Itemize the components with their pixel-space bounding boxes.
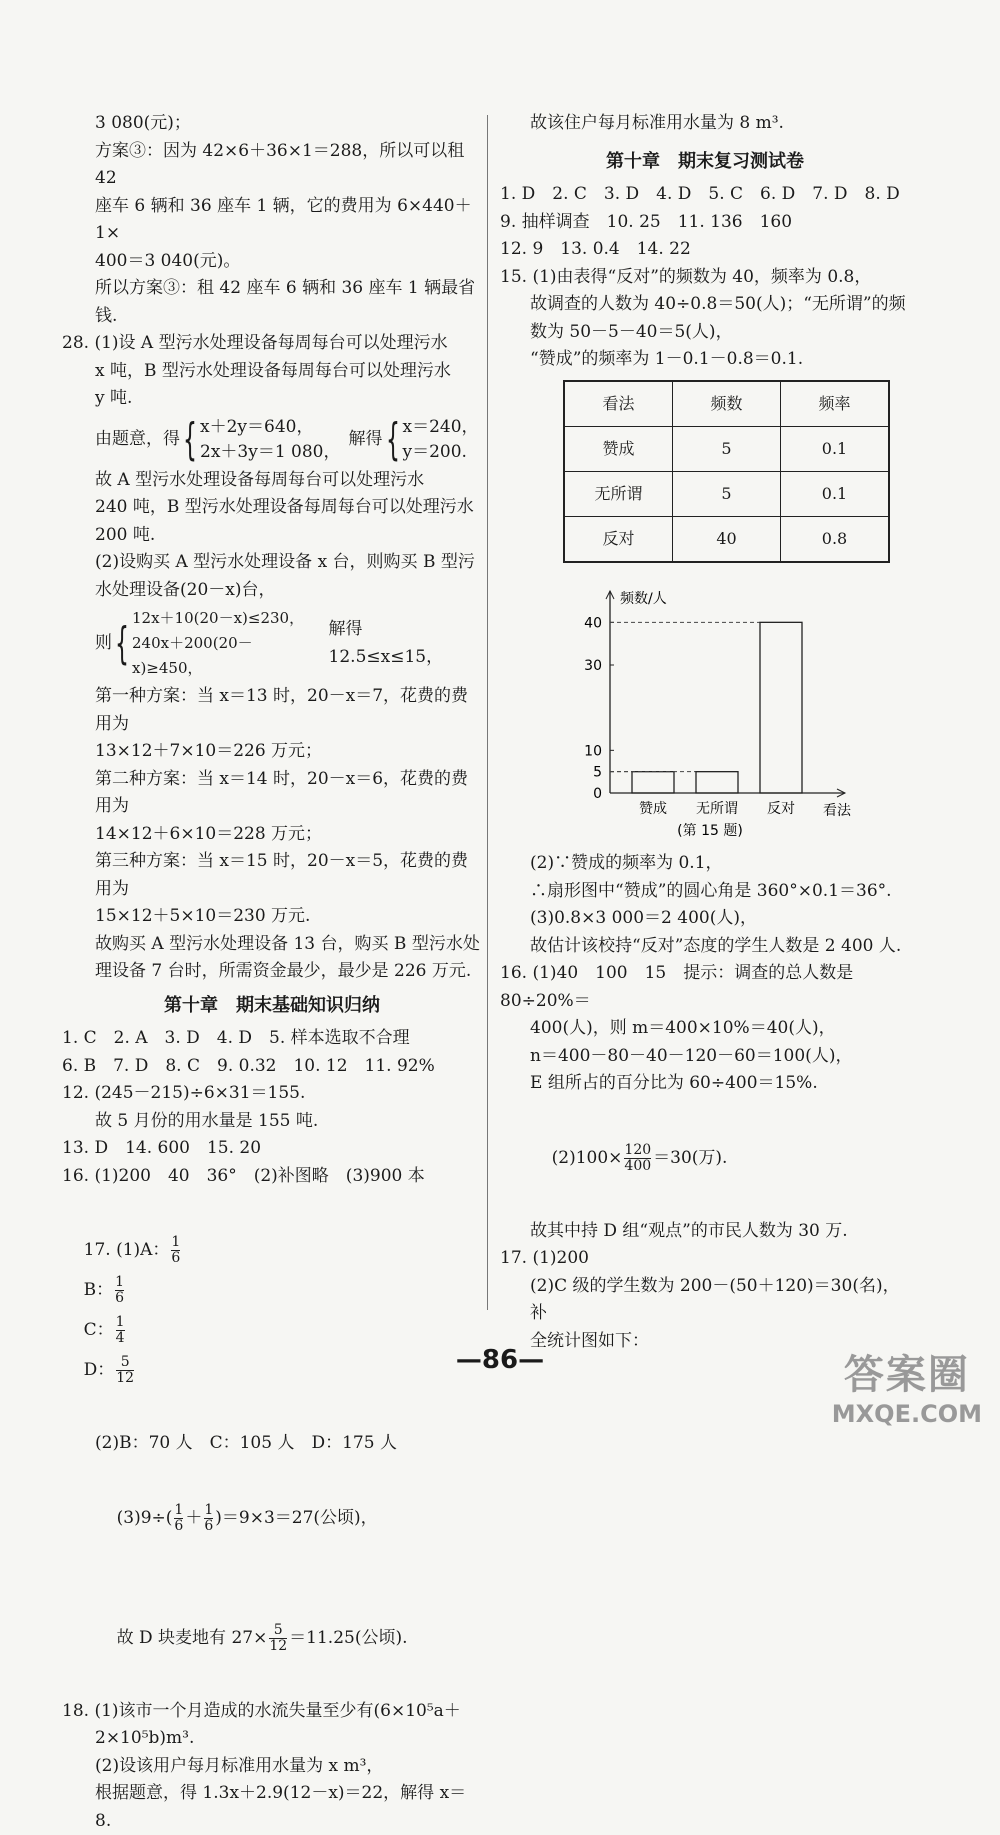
text-line: 故 5 月份的用水量是 155 吨.	[95, 1110, 319, 1131]
text-line: 座车 6 辆和 36 座车 1 辆，它的费用为 6×440＋1×	[95, 195, 472, 243]
y-tick-label: 0	[593, 785, 602, 802]
left-column	[62, 110, 482, 1835]
brace-icon: {	[115, 617, 129, 669]
text-line: x 吨，B 型污水处理设备每周每台可以处理污水	[95, 360, 451, 381]
watermark-logo	[832, 1343, 982, 1428]
table-cell: 40	[673, 516, 781, 562]
text-line: ∴扇形图中“赞成”的圆心角是 360°×0.1＝36°.	[530, 880, 892, 901]
text-line: 16. (1)40 100 15 提示：调查的总人数是 80÷20%＝	[500, 963, 859, 1011]
fraction: $\frac{5}{12}$	[269, 1621, 288, 1654]
text-line: C：	[83, 1320, 114, 1340]
x-tick-label: 反对	[767, 800, 795, 817]
brace-icon: {	[385, 413, 400, 465]
text-line: 水处理设备(20－x)台，	[95, 579, 276, 600]
text-line: 240 吨，B 型污水处理设备每周每台可以处理污水	[95, 497, 474, 517]
frequency-table	[563, 380, 890, 563]
bar-chart-svg	[500, 571, 880, 841]
table-cell: 0.8	[781, 516, 890, 562]
table-cell: 5	[673, 471, 781, 516]
text-line: (3)0.8×3 000＝2 400(人)，	[530, 908, 757, 928]
table-header: 频率	[781, 381, 890, 427]
watermark-url: MXQE.COM	[831, 1400, 982, 1428]
text-line: 14×12＋6×10＝228 万元；	[95, 823, 323, 844]
table-row	[564, 426, 889, 471]
answer-17-conclusion	[62, 1578, 482, 1698]
y-tick-label: 10	[584, 742, 602, 759]
text-line: 17. (1)A：	[83, 1240, 170, 1260]
table-header: 频数	[673, 381, 781, 427]
y-axis-label: 频数/人	[620, 590, 667, 607]
x-tick-label: 赞成	[639, 800, 667, 817]
y-tick-label: 40	[584, 614, 602, 631]
page-number: —86—	[455, 1345, 545, 1375]
text-line: (2)B：70 人 C：105 人 D：175 人	[95, 1433, 397, 1453]
bar	[696, 771, 738, 792]
text-line: 由题意，得	[95, 428, 180, 449]
text-line: 13×12＋7×10＝226 万元；	[95, 741, 323, 761]
table-cell: 无所谓	[564, 471, 673, 516]
fraction: $\frac{1}{6}$	[115, 1274, 125, 1306]
text-line: 2×10⁵b)m³.	[95, 1728, 195, 1748]
text-line: 故调查的人数为 40÷0.8＝50(人)；“无所谓”的频	[530, 294, 906, 314]
text-line: ＝11.25(公顷).	[289, 1627, 408, 1648]
y-tick-label: 30	[584, 657, 602, 674]
table-cell: 赞成	[564, 426, 673, 471]
inequality: 12x＋10(20－x)≤230，	[132, 609, 305, 627]
equation: 2x＋3y＝1 080，	[200, 441, 341, 462]
text-line: 解得	[348, 428, 383, 449]
text-line: 故其中持 D 组“观点”的市民人数为 30 万.	[530, 1220, 848, 1241]
text-line: B：	[83, 1280, 114, 1300]
text-line: 9. 抽样调查 10. 25 11. 136 160	[500, 211, 793, 232]
fraction: $\frac{120}{400}$	[624, 1141, 652, 1174]
table-cell: 反对	[564, 516, 673, 562]
text-line: ＋	[185, 1507, 203, 1528]
fraction: $\frac{1}{6}$	[174, 1501, 184, 1534]
right-column	[500, 110, 910, 1355]
text-line: 故估计该校持“反对”态度的学生人数是 2 400 人.	[530, 935, 902, 956]
table-cell: 5	[673, 426, 781, 471]
text-line: )＝9×3＝27(公顷)，	[215, 1507, 378, 1528]
text-line: 方案③：因为 42×6＋36×1＝288，所以可以租 42	[95, 140, 470, 188]
equation-system-2	[62, 606, 482, 681]
text-line: 第一种方案：当 x＝13 时，20－x＝7，花费的费用为	[95, 686, 469, 734]
fraction: $\frac{1}{6}$	[204, 1501, 214, 1534]
section-heading: 第十章 期末复习测试卷	[606, 150, 804, 172]
text-line: 故该住户每月标准用水量为 8 m³.	[530, 113, 784, 133]
text-line: (2)C 级的学生数为 200－(50＋120)＝30(名)，补	[530, 1275, 900, 1323]
text-line: 1. D 2. C 3. D 4. D 5. C 6. D 7. D 8. D	[500, 184, 900, 204]
text-line: 第三种方案：当 x＝15 时，20－x＝5，花费的费用为	[95, 851, 469, 899]
table-row	[564, 516, 889, 562]
table-header-row	[564, 381, 889, 427]
text-line: 理设备 7 台时，所需资金最少，最少是 226 万元.	[95, 961, 472, 981]
equation-system-1	[62, 415, 482, 465]
text-line: (2)100×	[551, 1147, 623, 1168]
table-cell: 0.1	[781, 426, 890, 471]
bar-chart	[500, 571, 910, 851]
text-line: 3 080(元)；	[95, 113, 191, 133]
text-line: 故购买 A 型污水处理设备 13 台，购买 B 型污水处	[95, 933, 480, 954]
text-line: 200 吨.	[95, 524, 156, 545]
text-line: 故 A 型污水处理设备每周每台可以处理污水	[95, 469, 425, 490]
text-line: 所以方案③：租 42 座车 6 辆和 36 座车 1 辆最省钱.	[95, 278, 476, 326]
text-line: 则	[95, 632, 112, 653]
text-line: 6. B 7. D 8. C 9. 0.32 10. 12 11. 92%	[62, 1055, 435, 1076]
text-line: 第二种方案：当 x＝14 时，20－x＝6，花费的费用为	[95, 768, 469, 816]
y-tick-label: 5	[593, 764, 602, 781]
text-line: 12. 9 13. 0.4 14. 22	[500, 239, 691, 259]
inequality: 240x＋200(20－x)≥450，	[132, 634, 253, 677]
text-line: (2)设购买 A 型污水处理设备 x 台，则购买 B 型污	[95, 552, 475, 572]
text-line: 400(人)，则 m＝400×10%＝40(人)，	[530, 1018, 836, 1038]
text-line: 解得 12.5≤x≤15，	[328, 619, 444, 667]
bar	[760, 622, 802, 793]
equation: y＝200.	[402, 441, 467, 462]
text-line: 15×12＋5×10＝230 万元.	[95, 906, 311, 926]
section-heading: 第十章 期末基础知识归纳	[164, 994, 380, 1016]
table-row	[564, 471, 889, 516]
text-line: (2)设该用户每月标准用水量为 x m³，	[95, 1755, 384, 1776]
x-axis-label: 看法	[823, 802, 851, 819]
text-line: n＝400－80－40－120－60＝100(人)，	[530, 1045, 853, 1066]
text-line: 全统计图如下：	[530, 1330, 649, 1351]
text-line: 1. C 2. A 3. D 4. D 5. 样本选取不合理	[62, 1028, 410, 1048]
column-divider	[487, 115, 488, 1310]
text-line: 数为 50－5－40＝5(人)，	[530, 321, 733, 342]
text-line: y 吨.	[95, 388, 133, 408]
text-line: 28. (1)设 A 型污水处理设备每周每台可以处理污水	[62, 333, 448, 353]
text-line: 根据题意，得 1.3x＋2.9(12－x)＝22，解得 x＝8.	[95, 1783, 467, 1831]
brace-icon: {	[183, 413, 197, 465]
text-line: (2)∵赞成的频率为 0.1，	[530, 853, 723, 873]
text-line: E 组所占的百分比为 60÷400＝15%.	[530, 1073, 818, 1093]
table-header: 看法	[564, 381, 673, 427]
equation: x＝240，	[402, 416, 479, 437]
text-line: 16. (1)200 40 36° (2)补图略 (3)900 本	[62, 1165, 425, 1186]
text-line: D：	[83, 1360, 115, 1380]
table-cell: 0.1	[781, 471, 890, 516]
fraction: $\frac{1}{6}$	[171, 1234, 181, 1266]
answer-16-2	[500, 1098, 910, 1218]
text-line: 18. (1)该市一个月造成的水流失量至少有(6×10⁵a＋	[62, 1700, 461, 1721]
watermark-text: 答案圈	[843, 1352, 970, 1398]
equation: x＋2y＝640，	[200, 416, 314, 437]
text-line: 15. (1)由表得“反对”的频数为 40，频率为 0.8，	[500, 266, 872, 287]
text-line: 12. (245－215)÷6×31＝155.	[62, 1083, 306, 1103]
text-line: “赞成”的频率为 1－0.1－0.8＝0.1.	[530, 349, 804, 369]
text-line: ＝30(万).	[653, 1147, 728, 1168]
chart-caption: (第 15 题)	[677, 822, 743, 839]
text-line: 400＝3 040(元)。	[95, 250, 241, 271]
answer-17-line	[62, 1190, 482, 1430]
text-line: 13. D 14. 600 15. 20	[62, 1138, 262, 1158]
x-tick-label: 无所谓	[696, 800, 738, 817]
fraction: $\frac{1}{4}$	[115, 1314, 125, 1346]
text-line: 故 D 块麦地有 27×	[116, 1627, 268, 1648]
text-line: (3)9÷(	[116, 1507, 173, 1528]
fraction: $\frac{5}{12}$	[116, 1354, 135, 1386]
answer-17-3	[62, 1458, 482, 1578]
bar	[632, 771, 674, 792]
text-line: 17. (1)200	[500, 1248, 589, 1268]
